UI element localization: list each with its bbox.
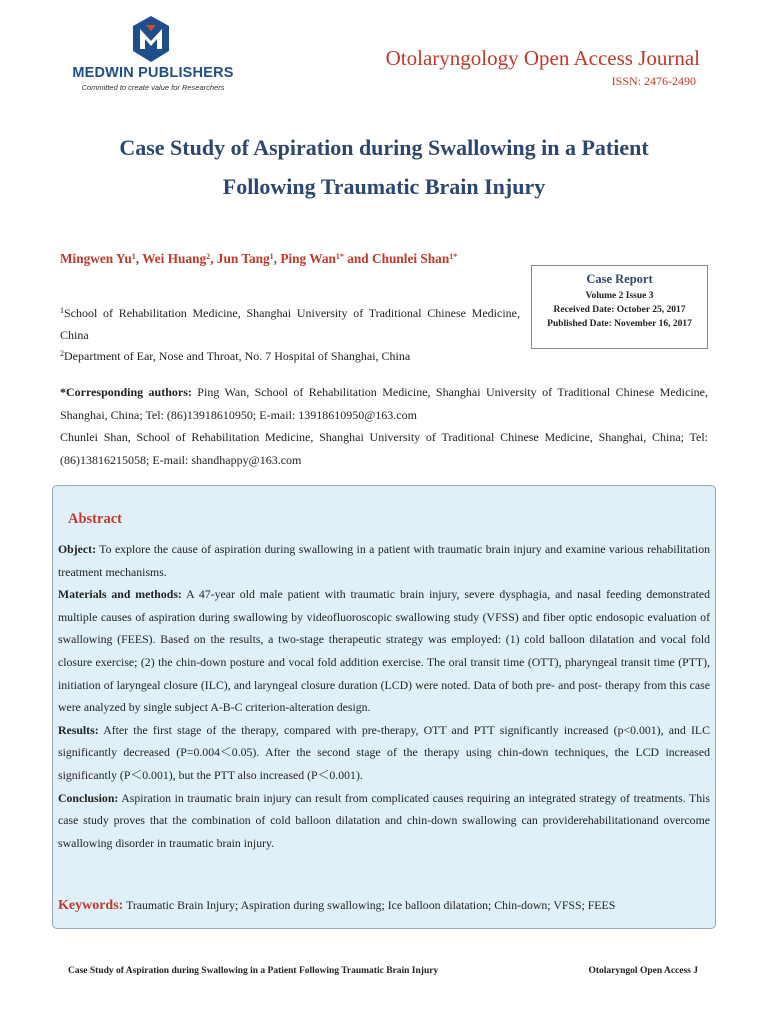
author-list: Mingwen Yu$^1$, Wei Huang$^2$, Jun Tang$^1$, Ping Wan$^{1*}$ and Chunlei Shan$^{1*}$ — [60, 251, 458, 266]
case-report-box — [531, 265, 708, 349]
author: Ping Wan$^{1*}$ — [280, 251, 344, 266]
title-line-2: Following Traumatic Brain Injury — [222, 174, 546, 199]
abstract-conclusion: Conclusion: Aspiration in traumatic brain injury can result from complicated causes requiring an integrated strategy of treatments. This case study proves that the combination of cold balloon dilatation and chin-down swallowing can providerehabilitationand overcome swallowing disorder in traumatic brain injury. — [58, 790, 710, 850]
author: Chunlei Shan$^{1*}$ — [371, 251, 458, 266]
author: Jun Tang$^1$ — [216, 251, 274, 266]
affiliation-1: $^1$School of Rehabilitation Medicine, Shanghai University of Traditional Chinese Medicine, China — [60, 306, 520, 342]
correspondence — [60, 381, 708, 471]
abstract-heading: Abstract — [68, 511, 122, 527]
issn: ISSN: 2476-2490 — [611, 74, 696, 88]
medwin-logo-icon — [131, 15, 171, 63]
footer-article-title: Case Study of Aspiration during Swallowing in a Patient Following Traumatic Brain Injury — [68, 966, 439, 976]
author: Mingwen Yu$^1$ — [60, 251, 136, 266]
publisher-logo — [68, 15, 238, 95]
abstract-results: Results: After the first stage of the therapy, compared with pre-therapy, OTT and PTT significantly increased (p<0.001), and ILC significantly decreased (P=0.004＜0.05). After the second stage of the therapy using chin-down techniques, the LCD increased significantly (P＜0.001), but the PTT also increased (P＜0.001). — [58, 722, 710, 782]
affiliation-2: $^2$Department of Ear, Nose and Throat, No. 7 Hospital of Shanghai, China — [60, 349, 411, 363]
title-line-1: Case Study of Aspiration during Swallowing in a Patient — [119, 135, 649, 160]
journal-name: Otolaryngology Open Access Journal — [385, 46, 700, 70]
abstract-object: Object: To explore the cause of aspiration during swallowing in a patient with traumatic brain injury and examine various rehabilitation treatment mechanisms. — [58, 542, 710, 579]
volume-issue: Volume 2 Issue 3 — [585, 291, 654, 301]
keywords — [58, 898, 710, 914]
abstract-methods: Materials and methods: A 47-year old male patient with traumatic brain injury, severe dysphagia, and nasal feeding demonstrated multiple causes of aspiration during swallowing by videofluoroscopic swallowing study (VFSS) and fiber optic endosopic evaluation of swallowing (FEES). Based on the results, a two-stage therapeutic strategy was employed: (1) cold balloon dilatation and vocal fold closure exercise; (2) the chin-down posture and vocal fold addition exercise. The oral transit time (OTT), pharyngeal transit time (PTT), initiation of laryngeal closure (ILC), and laryngeal closure duration (LCD) were noted. Data of both pre- and post- therapy from this case were analyzed by single subject A-B-C criterion-alteration design. — [58, 587, 710, 715]
author: Wei Huang$^2$ — [142, 251, 211, 266]
received-date: Received Date: October 25, 2017 — [553, 305, 686, 315]
abstract-body — [58, 538, 710, 854]
abstract-box — [52, 485, 716, 929]
correspondence-author-1: *Corresponding authors: Ping Wan, School of Rehabilitation Medicine, Shanghai University of Traditional Chinese Medicine, Shanghai, China; Tel: (86)13918610950; E-mail: 13918610950@163.com — [60, 385, 708, 422]
publisher-tagline: Committed to create value for Researchers — [81, 83, 225, 92]
keywords-label: Keywords: — [58, 898, 124, 913]
footer-journal-abbrev: Otolaryngol Open Access J — [588, 966, 698, 976]
article-type: Case Report — [586, 272, 653, 286]
published-date: Published Date: November 16, 2017 — [547, 319, 692, 329]
correspondence-author-2: Chunlei Shan, School of Rehabilitation Medicine, Shanghai University of Traditional Chinese Medicine, Shanghai, China; Tel: (86)13816215058; E-mail: shandhappy@163.com — [60, 430, 708, 467]
publisher-name: MEDWIN PUBLISHERS — [72, 65, 234, 81]
article-title — [60, 128, 708, 206]
keywords-list: Traumatic Brain Injury; Aspiration during swallowing; Ice balloon dilatation; Chin-down; VFSS; FEES — [123, 898, 616, 912]
